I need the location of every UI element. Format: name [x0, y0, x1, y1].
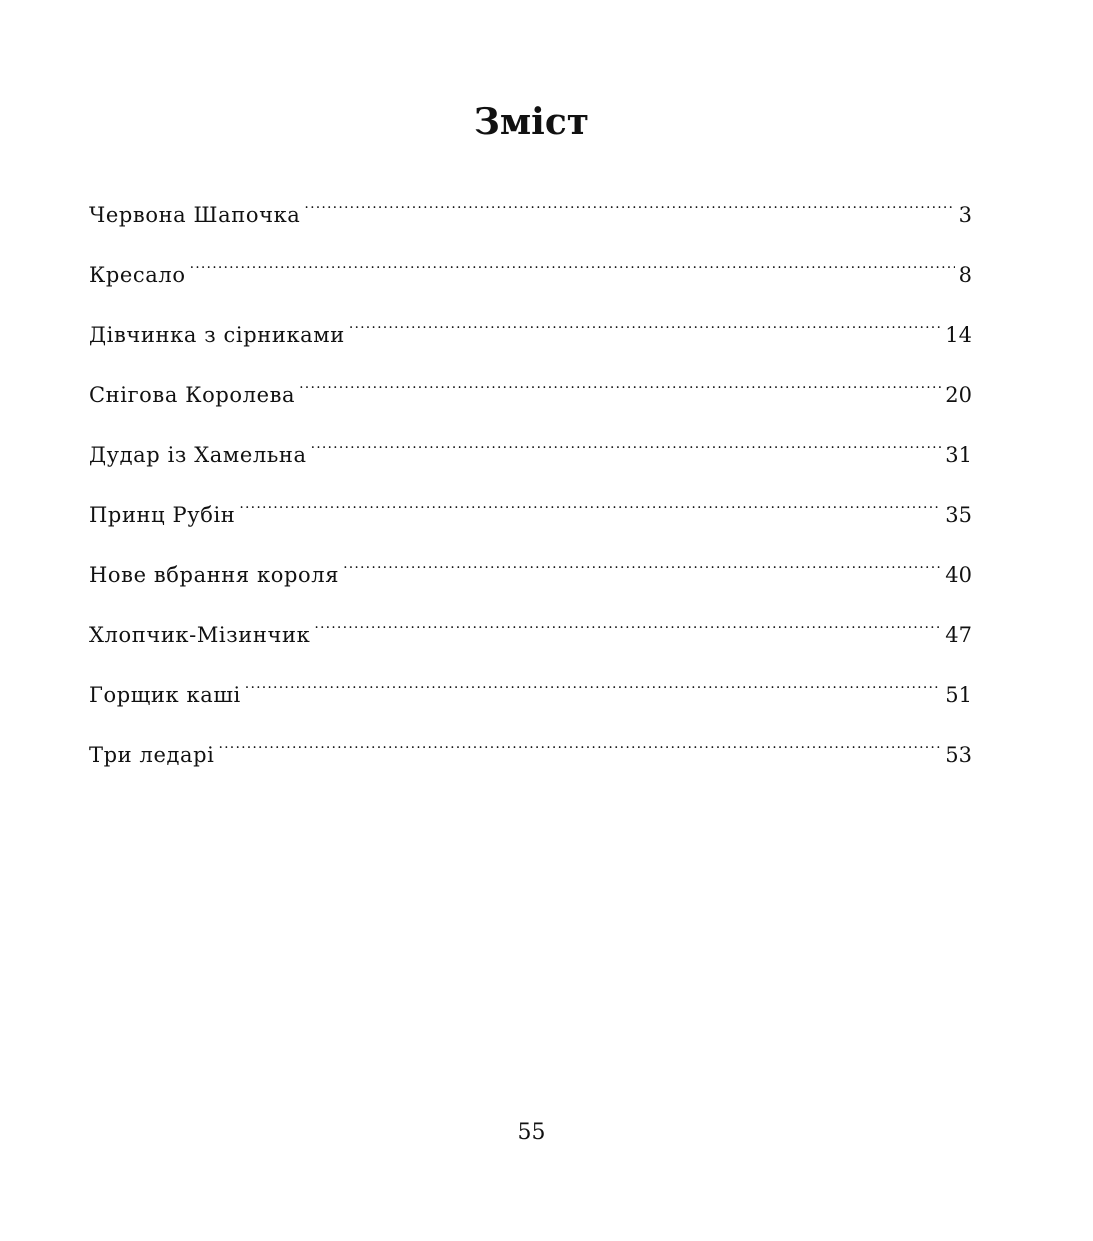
dot-leader [343, 546, 941, 582]
toc-entry [89, 606, 972, 666]
toc-entry-title: Три ледарі [89, 743, 215, 767]
toc-entry-page: 31 [945, 443, 972, 467]
dot-leader [219, 726, 942, 762]
toc-entry-title: Принц Рубін [89, 503, 236, 527]
toc-entry [89, 246, 972, 306]
toc-entry [89, 426, 972, 486]
toc-entry-page: 47 [945, 623, 972, 647]
dot-leader [245, 666, 941, 702]
toc-entry-title: Хлопчик-Мізинчик [89, 623, 311, 647]
toc-entry [89, 546, 972, 606]
toc-entry [89, 666, 972, 726]
dot-leader [311, 426, 942, 462]
toc-entry-title: Нове вбрання короля [89, 563, 340, 587]
toc-entry-title: Червона Шапочка [89, 203, 301, 227]
table-of-contents [89, 186, 972, 786]
dot-leader [299, 366, 941, 402]
toc-entry-page: 53 [945, 743, 972, 767]
dot-leader [190, 246, 955, 282]
toc-entry-page: 20 [945, 383, 972, 407]
toc-entry [89, 486, 972, 546]
toc-entry-page: 35 [945, 503, 972, 527]
toc-entry-title: Кресало [89, 263, 186, 287]
toc-entry [89, 366, 972, 426]
dot-leader [239, 486, 941, 522]
toc-entry-title: Дівчинка з сірниками [89, 323, 345, 347]
toc-entry-page: 3 [958, 203, 972, 227]
toc-entry [89, 306, 972, 366]
toc-entry [89, 186, 972, 246]
toc-entry-page: 14 [945, 323, 972, 347]
toc-entry [89, 726, 972, 786]
toc-entry-page: 40 [945, 563, 972, 587]
toc-entry-title: Дудар із Хамельна [89, 443, 307, 467]
toc-entry-page: 51 [945, 683, 972, 707]
dot-leader [304, 186, 954, 222]
page-title: Зміст [473, 101, 590, 143]
toc-entry-page: 8 [958, 263, 972, 287]
toc-entry-title: Снігова Королева [89, 383, 296, 407]
page-number: 55 [517, 1120, 546, 1145]
dot-leader [349, 306, 941, 342]
toc-entry-title: Горщик каші [89, 683, 241, 707]
dot-leader [314, 606, 941, 642]
